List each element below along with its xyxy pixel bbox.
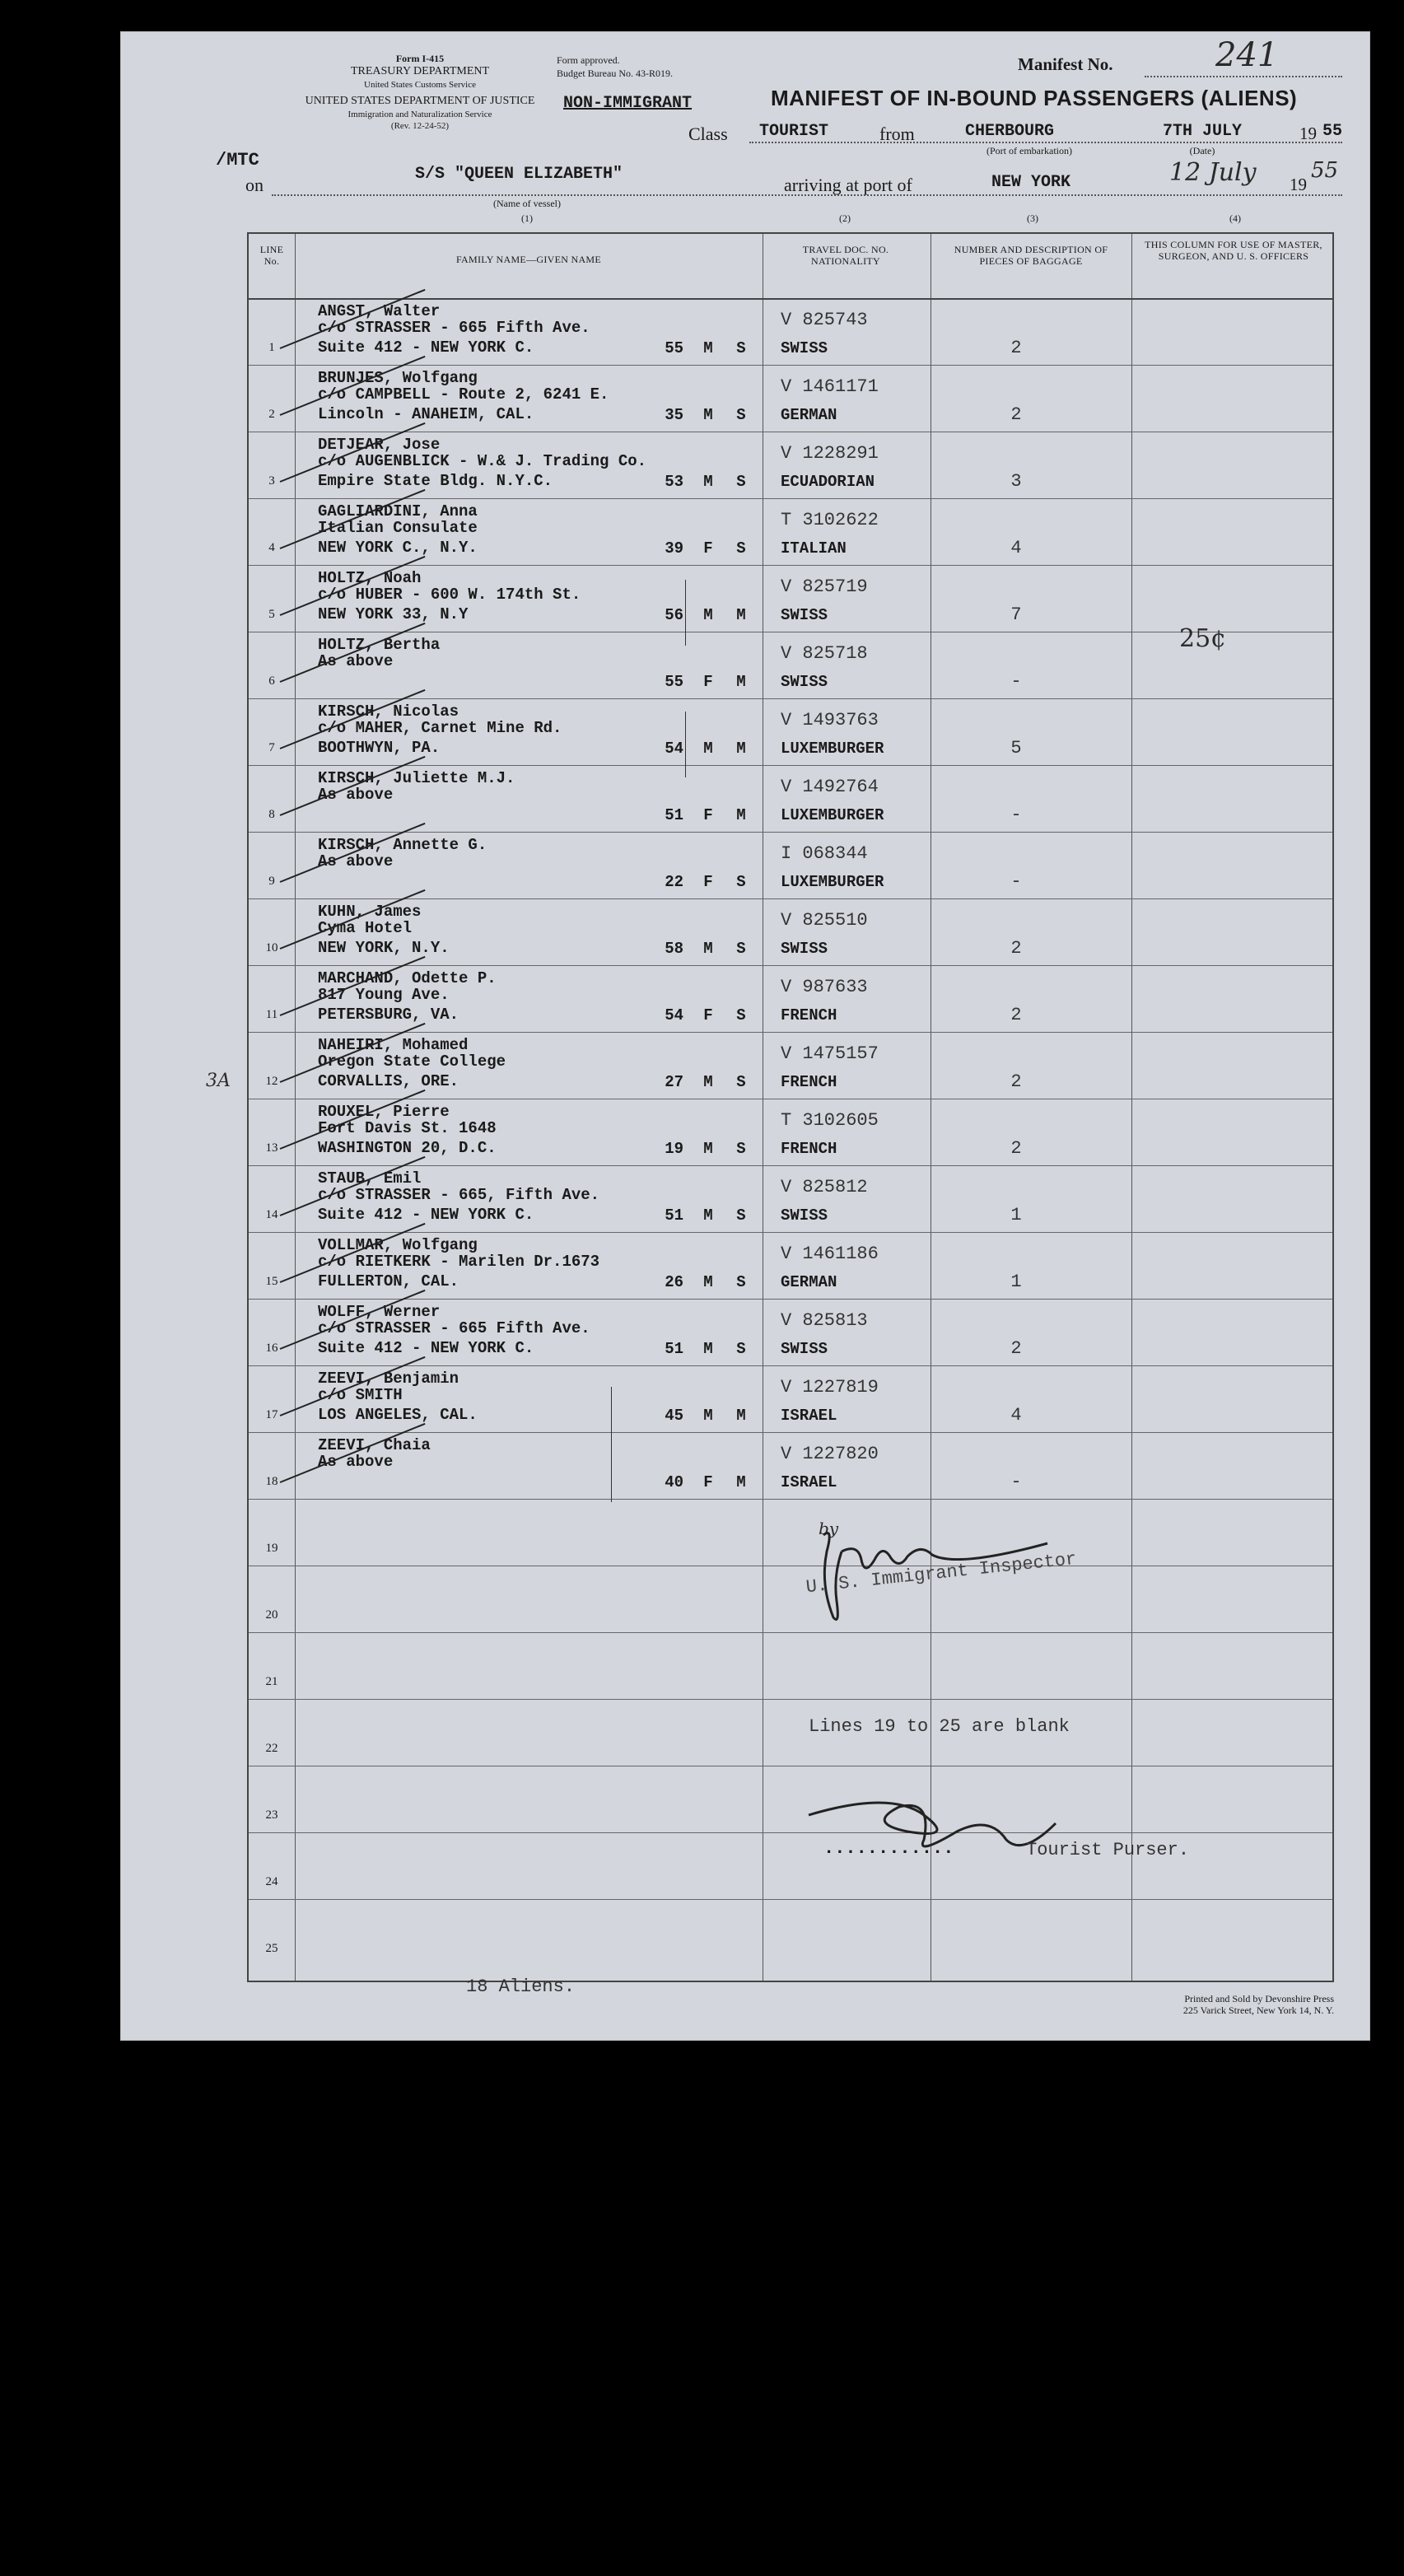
passenger-name: HOLTZ, Bertha — [318, 636, 441, 654]
travel-doc-number: V 825743 — [781, 310, 868, 330]
passenger-table — [247, 232, 1334, 1982]
passenger-address2: NEW YORK C., N.Y. — [318, 539, 478, 557]
passenger-sex: F — [703, 539, 713, 558]
table-row — [249, 1699, 1332, 1766]
manifest-no-line — [1145, 76, 1342, 77]
printer-line2: 225 Varick Street, New York 14, N. Y. — [1182, 2004, 1334, 2016]
passenger-address1: Oregon State College — [318, 1052, 506, 1071]
passenger-marital-status: S — [736, 940, 746, 958]
col-header-line-no: LINE No. — [259, 244, 284, 267]
passenger-name: DETJEAR, Jose — [318, 436, 441, 454]
passenger-address2: Suite 412 - NEW YORK C. — [318, 338, 534, 357]
baggage-count: 1 — [1010, 1272, 1022, 1292]
passenger-address1: c/o SMITH — [318, 1386, 403, 1404]
table-row — [249, 1432, 1332, 1499]
embarkation-port: CHERBOURG — [965, 122, 1055, 141]
table-row — [249, 498, 1332, 565]
arrival-date-handwritten: 12 July — [1169, 158, 1257, 187]
baggage-count: 2 — [1010, 338, 1022, 358]
passenger-marital-status: S — [736, 1206, 746, 1225]
line-number: 4 — [268, 541, 275, 554]
margin-mark: 3A — [206, 1071, 231, 1091]
passenger-marital-status: S — [736, 339, 746, 357]
passenger-sex: F — [703, 1006, 713, 1024]
table-row — [249, 698, 1332, 765]
class-label: Class — [688, 124, 728, 144]
line-number: 17 — [265, 1408, 278, 1421]
line-number: 9 — [268, 875, 275, 888]
line-number: 20 — [265, 1608, 278, 1622]
nationality: ISRAEL — [781, 1473, 837, 1491]
table-row — [249, 1766, 1332, 1832]
col-header-name: FAMILY NAME—GIVEN NAME — [455, 254, 602, 265]
travel-doc-number: V 1228291 — [781, 443, 879, 464]
baggage-count: 2 — [1010, 1071, 1022, 1092]
line-number: 5 — [268, 608, 275, 621]
passenger-age: 26 — [665, 1273, 683, 1291]
passenger-name: VOLLMAR, Wolfgang — [318, 1236, 478, 1254]
passenger-address1: Fort Davis St. 1648 — [318, 1119, 497, 1137]
passenger-name: KIRSCH, Juliette M.J. — [318, 769, 515, 787]
table-row — [249, 1099, 1332, 1165]
travel-doc-number: V 825718 — [781, 643, 868, 664]
arrival-port: NEW YORK — [991, 173, 1071, 192]
travel-doc-number: V 825510 — [781, 910, 868, 931]
nationality: FRENCH — [781, 1006, 837, 1024]
nationality: SWISS — [781, 1206, 828, 1225]
passenger-name: KUHN, James — [318, 903, 422, 921]
travel-doc-number: T 3102605 — [781, 1110, 879, 1131]
passenger-age: 22 — [665, 873, 683, 891]
passenger-sex: F — [703, 673, 713, 691]
line-number: 15 — [265, 1275, 278, 1288]
table-row — [249, 898, 1332, 965]
inspector-title: U. S. Immigrant Inspector — [805, 1548, 1078, 1598]
passenger-address2: CORVALLIS, ORE. — [318, 1072, 459, 1090]
passenger-address1: c/o AUGENBLICK - W.& J. Trading Co. — [318, 452, 647, 470]
purser-title: Tourist Purser. — [1026, 1840, 1190, 1860]
passenger-address1: c/o MAHER, Carnet Mine Rd. — [318, 719, 562, 737]
passenger-sex: F — [703, 873, 713, 891]
table-row — [249, 1032, 1332, 1099]
officer-mark: 25¢ — [1179, 624, 1227, 653]
passenger-marital-status: M — [736, 673, 746, 691]
passenger-marital-status: S — [736, 1140, 746, 1158]
passenger-sex: M — [703, 406, 713, 424]
vessel-name: S/S "QUEEN ELIZABETH" — [415, 165, 623, 184]
aliens-total: 18 Aliens. — [466, 1976, 576, 1997]
passenger-sex: F — [703, 806, 713, 824]
table-row — [249, 365, 1332, 432]
travel-doc-number: V 825813 — [781, 1310, 868, 1331]
travel-doc-number: V 1461171 — [781, 376, 879, 397]
passenger-address1: c/o RIETKERK - Marilen Dr.1673 — [318, 1253, 600, 1271]
justice-dept: UNITED STATES DEPARTMENT OF JUSTICE — [305, 95, 535, 107]
passenger-address1: c/o HUBER - 600 W. 174th St. — [318, 586, 581, 604]
baggage-count: 2 — [1010, 1338, 1022, 1359]
passenger-address2: PETERSBURG, VA. — [318, 1006, 459, 1024]
budget-bureau: Budget Bureau No. 43-R019. — [557, 68, 673, 79]
table-row — [249, 565, 1332, 632]
line-number: 19 — [265, 1542, 278, 1555]
passenger-sex: M — [703, 606, 713, 624]
passenger-marital-status: S — [736, 539, 746, 558]
travel-doc-number: V 825812 — [781, 1177, 868, 1197]
passenger-marital-status: S — [736, 406, 746, 424]
passenger-address1: As above — [318, 786, 394, 804]
table-row — [249, 298, 1332, 365]
passenger-marital-status: S — [736, 873, 746, 891]
vessel-line — [272, 194, 1342, 196]
passenger-name: STAUB, Emil — [318, 1169, 422, 1188]
line-number: 8 — [268, 808, 275, 821]
passenger-name: BRUNJES, Wolfgang — [318, 369, 478, 387]
line-number: 7 — [268, 741, 275, 754]
nationality: GERMAN — [781, 406, 837, 424]
travel-doc-number: V 1227820 — [781, 1444, 879, 1464]
line-number: 14 — [265, 1208, 278, 1221]
arrival-year-handwritten: 55 — [1311, 158, 1339, 183]
line-number: 21 — [265, 1675, 278, 1688]
nationality: FRENCH — [781, 1140, 837, 1158]
col-header-travel-doc: TRAVEL DOC. NO. NATIONALITY — [802, 244, 889, 267]
travel-doc-number: V 1461186 — [781, 1244, 879, 1264]
nationality: SWISS — [781, 339, 828, 357]
passenger-address2: Empire State Bldg. N.Y.C. — [318, 472, 553, 490]
column-number: (2) — [839, 212, 851, 224]
family-bracket — [685, 580, 686, 646]
col-header-officers: THIS COLUMN FOR USE OF MASTER, SURGEON, AND U. S. OFFICERS — [1145, 239, 1322, 262]
table-row — [249, 432, 1332, 498]
passenger-sex: F — [703, 1473, 713, 1491]
passenger-age: 55 — [665, 673, 683, 691]
passenger-name: ANGST, Walter — [318, 302, 441, 320]
nationality: LUXEMBURGER — [781, 740, 884, 758]
on-label: on — [245, 175, 264, 195]
mtc-mark: /MTC — [216, 150, 259, 170]
passenger-name: GAGLIARDINI, Anna — [318, 502, 478, 520]
passenger-sex: M — [703, 740, 713, 758]
passenger-age: 56 — [665, 606, 683, 624]
family-bracket — [611, 1387, 612, 1502]
passenger-marital-status: M — [736, 806, 746, 824]
passenger-age: 19 — [665, 1140, 683, 1158]
nationality: ISRAEL — [781, 1407, 837, 1425]
line-number: 11 — [265, 1008, 278, 1021]
nationality: SWISS — [781, 1340, 828, 1358]
non-immigrant-label: NON-IMMIGRANT — [563, 94, 693, 113]
passenger-marital-status: M — [736, 1473, 746, 1491]
passenger-address1: As above — [318, 852, 394, 870]
port-caption: (Port of embarkation) — [987, 145, 1072, 156]
nationality: SWISS — [781, 673, 828, 691]
passenger-age: 58 — [665, 940, 683, 958]
passenger-address1: As above — [318, 652, 394, 670]
blank-lines-note: Lines 19 to 25 are blank — [809, 1716, 1070, 1737]
table-row — [249, 1899, 1332, 1966]
printer-line1: Printed and Sold by Devonshire Press — [1184, 1993, 1334, 2004]
passenger-marital-status: M — [736, 606, 746, 624]
nationality: FRENCH — [781, 1073, 837, 1091]
baggage-count: 2 — [1010, 404, 1022, 425]
travel-doc-number: V 1475157 — [781, 1043, 879, 1064]
travel-doc-number: V 987633 — [781, 977, 868, 997]
ins-service: Immigration and Naturalization Service — [348, 110, 492, 119]
passenger-address2: Suite 412 - NEW YORK C. — [318, 1339, 534, 1357]
passenger-age: 27 — [665, 1073, 683, 1091]
passenger-sex: M — [703, 1340, 713, 1358]
baggage-count: 2 — [1010, 1138, 1022, 1159]
passenger-marital-status: S — [736, 1073, 746, 1091]
line-number: 13 — [265, 1141, 278, 1155]
passenger-address2: WASHINGTON 20, D.C. — [318, 1139, 497, 1157]
line-number: 6 — [268, 674, 275, 688]
passenger-sex: M — [703, 1140, 713, 1158]
passenger-sex: M — [703, 339, 713, 357]
passenger-age: 35 — [665, 406, 683, 424]
nationality: SWISS — [781, 606, 828, 624]
passenger-name: ZEEVI, Benjamin — [318, 1370, 459, 1388]
passenger-age: 54 — [665, 1006, 683, 1024]
date-caption: (Date) — [1189, 145, 1215, 156]
passenger-marital-status: S — [736, 1006, 746, 1024]
passenger-address2: NEW YORK, N.Y. — [318, 939, 450, 957]
passenger-age: 53 — [665, 473, 683, 491]
arrival-year-prefix: 19 — [1290, 175, 1307, 194]
travel-doc-number: I 068344 — [781, 843, 868, 864]
from-label: from — [879, 124, 915, 144]
passenger-address2: BOOTHWYN, PA. — [318, 739, 441, 757]
table-row — [249, 832, 1332, 898]
baggage-count: 2 — [1010, 938, 1022, 959]
column-number: (3) — [1027, 212, 1038, 224]
passenger-age: 51 — [665, 1340, 683, 1358]
vessel-caption: (Name of vessel) — [493, 198, 561, 209]
passenger-name: WOLFF, Werner — [318, 1303, 441, 1321]
passenger-name: HOLTZ, Noah — [318, 569, 422, 587]
passenger-age: 51 — [665, 1206, 683, 1225]
column-number: (1) — [521, 212, 533, 224]
line-number: 16 — [265, 1342, 278, 1355]
line-number: 2 — [268, 408, 275, 421]
arriving-label: arriving at port of — [784, 175, 912, 195]
customs-service: United States Customs Service — [364, 80, 476, 90]
line-number: 3 — [268, 474, 275, 488]
passenger-address2: LOS ANGELES, CAL. — [318, 1406, 478, 1424]
passenger-marital-status: M — [736, 740, 746, 758]
passenger-address1: c/o STRASSER - 665 Fifth Ave. — [318, 319, 590, 337]
year-value: 55 — [1322, 122, 1343, 141]
col-header-baggage: NUMBER AND DESCRIPTION OF PIECES OF BAGGAGE — [954, 244, 1108, 267]
line-number: 1 — [268, 341, 275, 354]
baggage-count: 2 — [1010, 1005, 1022, 1025]
purser-dots: ............ — [823, 1838, 954, 1859]
baggage-count: 7 — [1010, 604, 1022, 625]
passenger-name: NAHEIRI, Mohamed — [318, 1036, 469, 1054]
passenger-age: 45 — [665, 1407, 683, 1425]
class-line — [749, 142, 1342, 143]
passenger-sex: M — [703, 1206, 713, 1225]
travel-doc-number: V 825719 — [781, 576, 868, 597]
table-row — [249, 632, 1332, 698]
table-row — [249, 1365, 1332, 1432]
travel-doc-number: V 1493763 — [781, 710, 879, 730]
passenger-name: ROUXEL, Pierre — [318, 1103, 450, 1121]
manifest-title: MANIFEST OF IN-BOUND PASSENGERS (ALIENS) — [771, 86, 1298, 110]
passenger-marital-status: S — [736, 473, 746, 491]
travel-doc-number: V 1492764 — [781, 777, 879, 797]
table-row — [249, 1299, 1332, 1365]
baggage-count: 1 — [1010, 1205, 1022, 1225]
passenger-address1: c/o STRASSER - 665 Fifth Ave. — [318, 1319, 590, 1337]
baggage-count: 4 — [1010, 538, 1022, 558]
passenger-address2: Lincoln - ANAHEIM, CAL. — [318, 405, 534, 423]
passenger-name: KIRSCH, Nicolas — [318, 702, 459, 721]
passenger-age: 39 — [665, 539, 683, 558]
passenger-name: ZEEVI, Chaia — [318, 1436, 431, 1454]
baggage-count: - — [1010, 805, 1022, 825]
passenger-address1: Italian Consulate — [318, 519, 478, 537]
nationality: ECUADORIAN — [781, 473, 875, 491]
nationality: LUXEMBURGER — [781, 806, 884, 824]
passenger-name: KIRSCH, Annette G. — [318, 836, 487, 854]
travel-doc-number: T 3102622 — [781, 510, 879, 530]
passenger-sex: M — [703, 1273, 713, 1291]
table-row — [249, 965, 1332, 1032]
passenger-sex: M — [703, 940, 713, 958]
passenger-marital-status: S — [736, 1273, 746, 1291]
line-number: 23 — [265, 1808, 278, 1822]
passenger-name: MARCHAND, Odette P. — [318, 969, 497, 987]
baggage-count: - — [1010, 671, 1022, 692]
passenger-address2: NEW YORK 33, N.Y — [318, 605, 469, 623]
passenger-address1: c/o STRASSER - 665, Fifth Ave. — [318, 1186, 600, 1204]
line-number: 18 — [265, 1475, 278, 1488]
passenger-address2: Suite 412 - NEW YORK C. — [318, 1206, 534, 1224]
table-row — [249, 765, 1332, 832]
passenger-address2: FULLERTON, CAL. — [318, 1272, 459, 1290]
table-row — [249, 1232, 1332, 1299]
class-value: TOURIST — [759, 122, 829, 141]
passenger-sex: M — [703, 1073, 713, 1091]
line-number: 10 — [265, 941, 278, 954]
departure-date: 7TH JULY — [1163, 122, 1243, 141]
passenger-marital-status: S — [736, 1340, 746, 1358]
table-row — [249, 1632, 1332, 1699]
passenger-age: 55 — [665, 339, 683, 357]
manifest-no-label: Manifest No. — [1018, 54, 1113, 74]
baggage-count: 3 — [1010, 471, 1022, 492]
column-number: (4) — [1229, 212, 1241, 224]
passenger-sex: M — [703, 1407, 713, 1425]
nationality: ITALIAN — [781, 539, 847, 558]
travel-doc-number: V 1227819 — [781, 1377, 879, 1398]
by-mark: by — [819, 1519, 839, 1538]
line-number: 25 — [265, 1942, 278, 1955]
form-revision: (Rev. 12-24-52) — [390, 121, 450, 131]
form-approved: Form approved. — [557, 54, 620, 66]
baggage-count: 4 — [1010, 1405, 1022, 1426]
passenger-address1: As above — [318, 1453, 394, 1471]
passenger-age: 54 — [665, 740, 683, 758]
passenger-age: 51 — [665, 806, 683, 824]
baggage-count: 5 — [1010, 738, 1022, 758]
line-number: 12 — [265, 1075, 278, 1088]
manifest-no-value: 241 — [1215, 36, 1279, 74]
line-number: 24 — [265, 1875, 278, 1888]
treasury-dept: TREASURY DEPARTMENT — [350, 65, 490, 77]
passenger-marital-status: M — [736, 1407, 746, 1425]
form-number: Form I-415 — [395, 53, 445, 64]
nationality: LUXEMBURGER — [781, 873, 884, 891]
table-row — [249, 1165, 1332, 1232]
baggage-count: - — [1010, 871, 1022, 892]
baggage-count: - — [1010, 1472, 1022, 1492]
nationality: SWISS — [781, 940, 828, 958]
line-number: 22 — [265, 1742, 278, 1755]
nationality: GERMAN — [781, 1273, 837, 1291]
year-prefix: 19 — [1299, 124, 1317, 143]
passenger-address1: 817 Young Ave. — [318, 986, 450, 1004]
passenger-age: 40 — [665, 1473, 683, 1491]
family-bracket — [685, 712, 686, 777]
passenger-address1: c/o CAMPBELL - Route 2, 6241 E. — [318, 385, 609, 404]
passenger-address1: Cyma Hotel — [318, 919, 413, 937]
passenger-sex: M — [703, 473, 713, 491]
